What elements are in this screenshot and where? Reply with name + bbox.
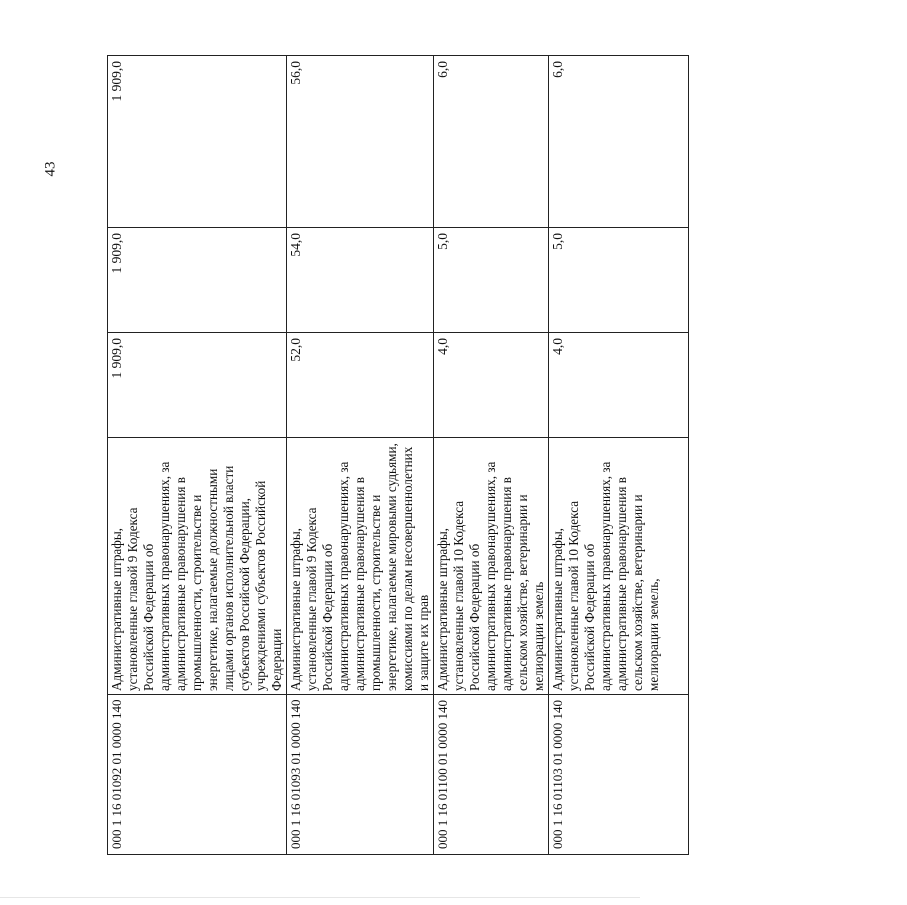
description-cell: Административные штрафы, установленные главой 9 Кодекса Российской Федерации об административных правонарушениях, за административные правонарушения в промышленности, строительстве и энергетике, налагаемые мировыми судьями, комиссиями по делам несовершеннолетних и защите их прав bbox=[287, 438, 434, 695]
rotated-table-wrapper bbox=[107, 55, 661, 855]
value-cell-1: 1 909,0 bbox=[108, 333, 287, 438]
value-cell-2: 54,0 bbox=[287, 228, 434, 333]
table-row bbox=[549, 56, 689, 855]
table-row bbox=[287, 56, 434, 855]
kbk-code-cell: 000 1 16 01093 01 0000 140 bbox=[287, 695, 434, 855]
description-cell: Административные штрафы, установленные главой 9 Кодекса Российской Федерации об административных правонарушениях, за административные правонарушения в промышленности, строительстве и энергетике, налагаемые должностными лицами органов исполнительной власти субъектов Российской Федерации, учреждениями субъектов Российской Федерации bbox=[108, 438, 287, 695]
value-cell-3: 1 909,0 bbox=[108, 56, 287, 228]
kbk-code-cell: 000 1 16 01100 01 0000 140 bbox=[434, 695, 549, 855]
table-row bbox=[434, 56, 549, 855]
kbk-code-cell: 000 1 16 01103 01 0000 140 bbox=[549, 695, 689, 855]
kbk-code-cell: 000 1 16 01092 01 0000 140 bbox=[108, 695, 287, 855]
value-cell-2: 1 909,0 bbox=[108, 228, 287, 333]
description-cell: Административные штрафы, установленные главой 10 Кодекса Российской Федерации об административных правонарушениях, за административные правонарушения в сельском хозяйстве, ветеринарии и мелиорации земель bbox=[434, 438, 549, 695]
value-cell-1: 52,0 bbox=[287, 333, 434, 438]
page-number: 43 bbox=[42, 161, 59, 177]
value-cell-3: 6,0 bbox=[549, 56, 689, 228]
value-cell-2: 5,0 bbox=[434, 228, 549, 333]
value-cell-1: 4,0 bbox=[549, 333, 689, 438]
table-viewport bbox=[107, 55, 907, 849]
description-cell: Административные штрафы, установленные главой 10 Кодекса Российской Федерации об административных правонарушениях, за административные правонарушения в сельском хозяйстве, ветеринарии и мелиорации земель, bbox=[549, 438, 689, 695]
table-row bbox=[108, 56, 287, 855]
value-cell-3: 56,0 bbox=[287, 56, 434, 228]
page-bottom-divider bbox=[0, 897, 640, 898]
value-cell-2: 5,0 bbox=[549, 228, 689, 333]
value-cell-1: 4,0 bbox=[434, 333, 549, 438]
revenue-table bbox=[107, 55, 689, 855]
value-cell-3: 6,0 bbox=[434, 56, 549, 228]
